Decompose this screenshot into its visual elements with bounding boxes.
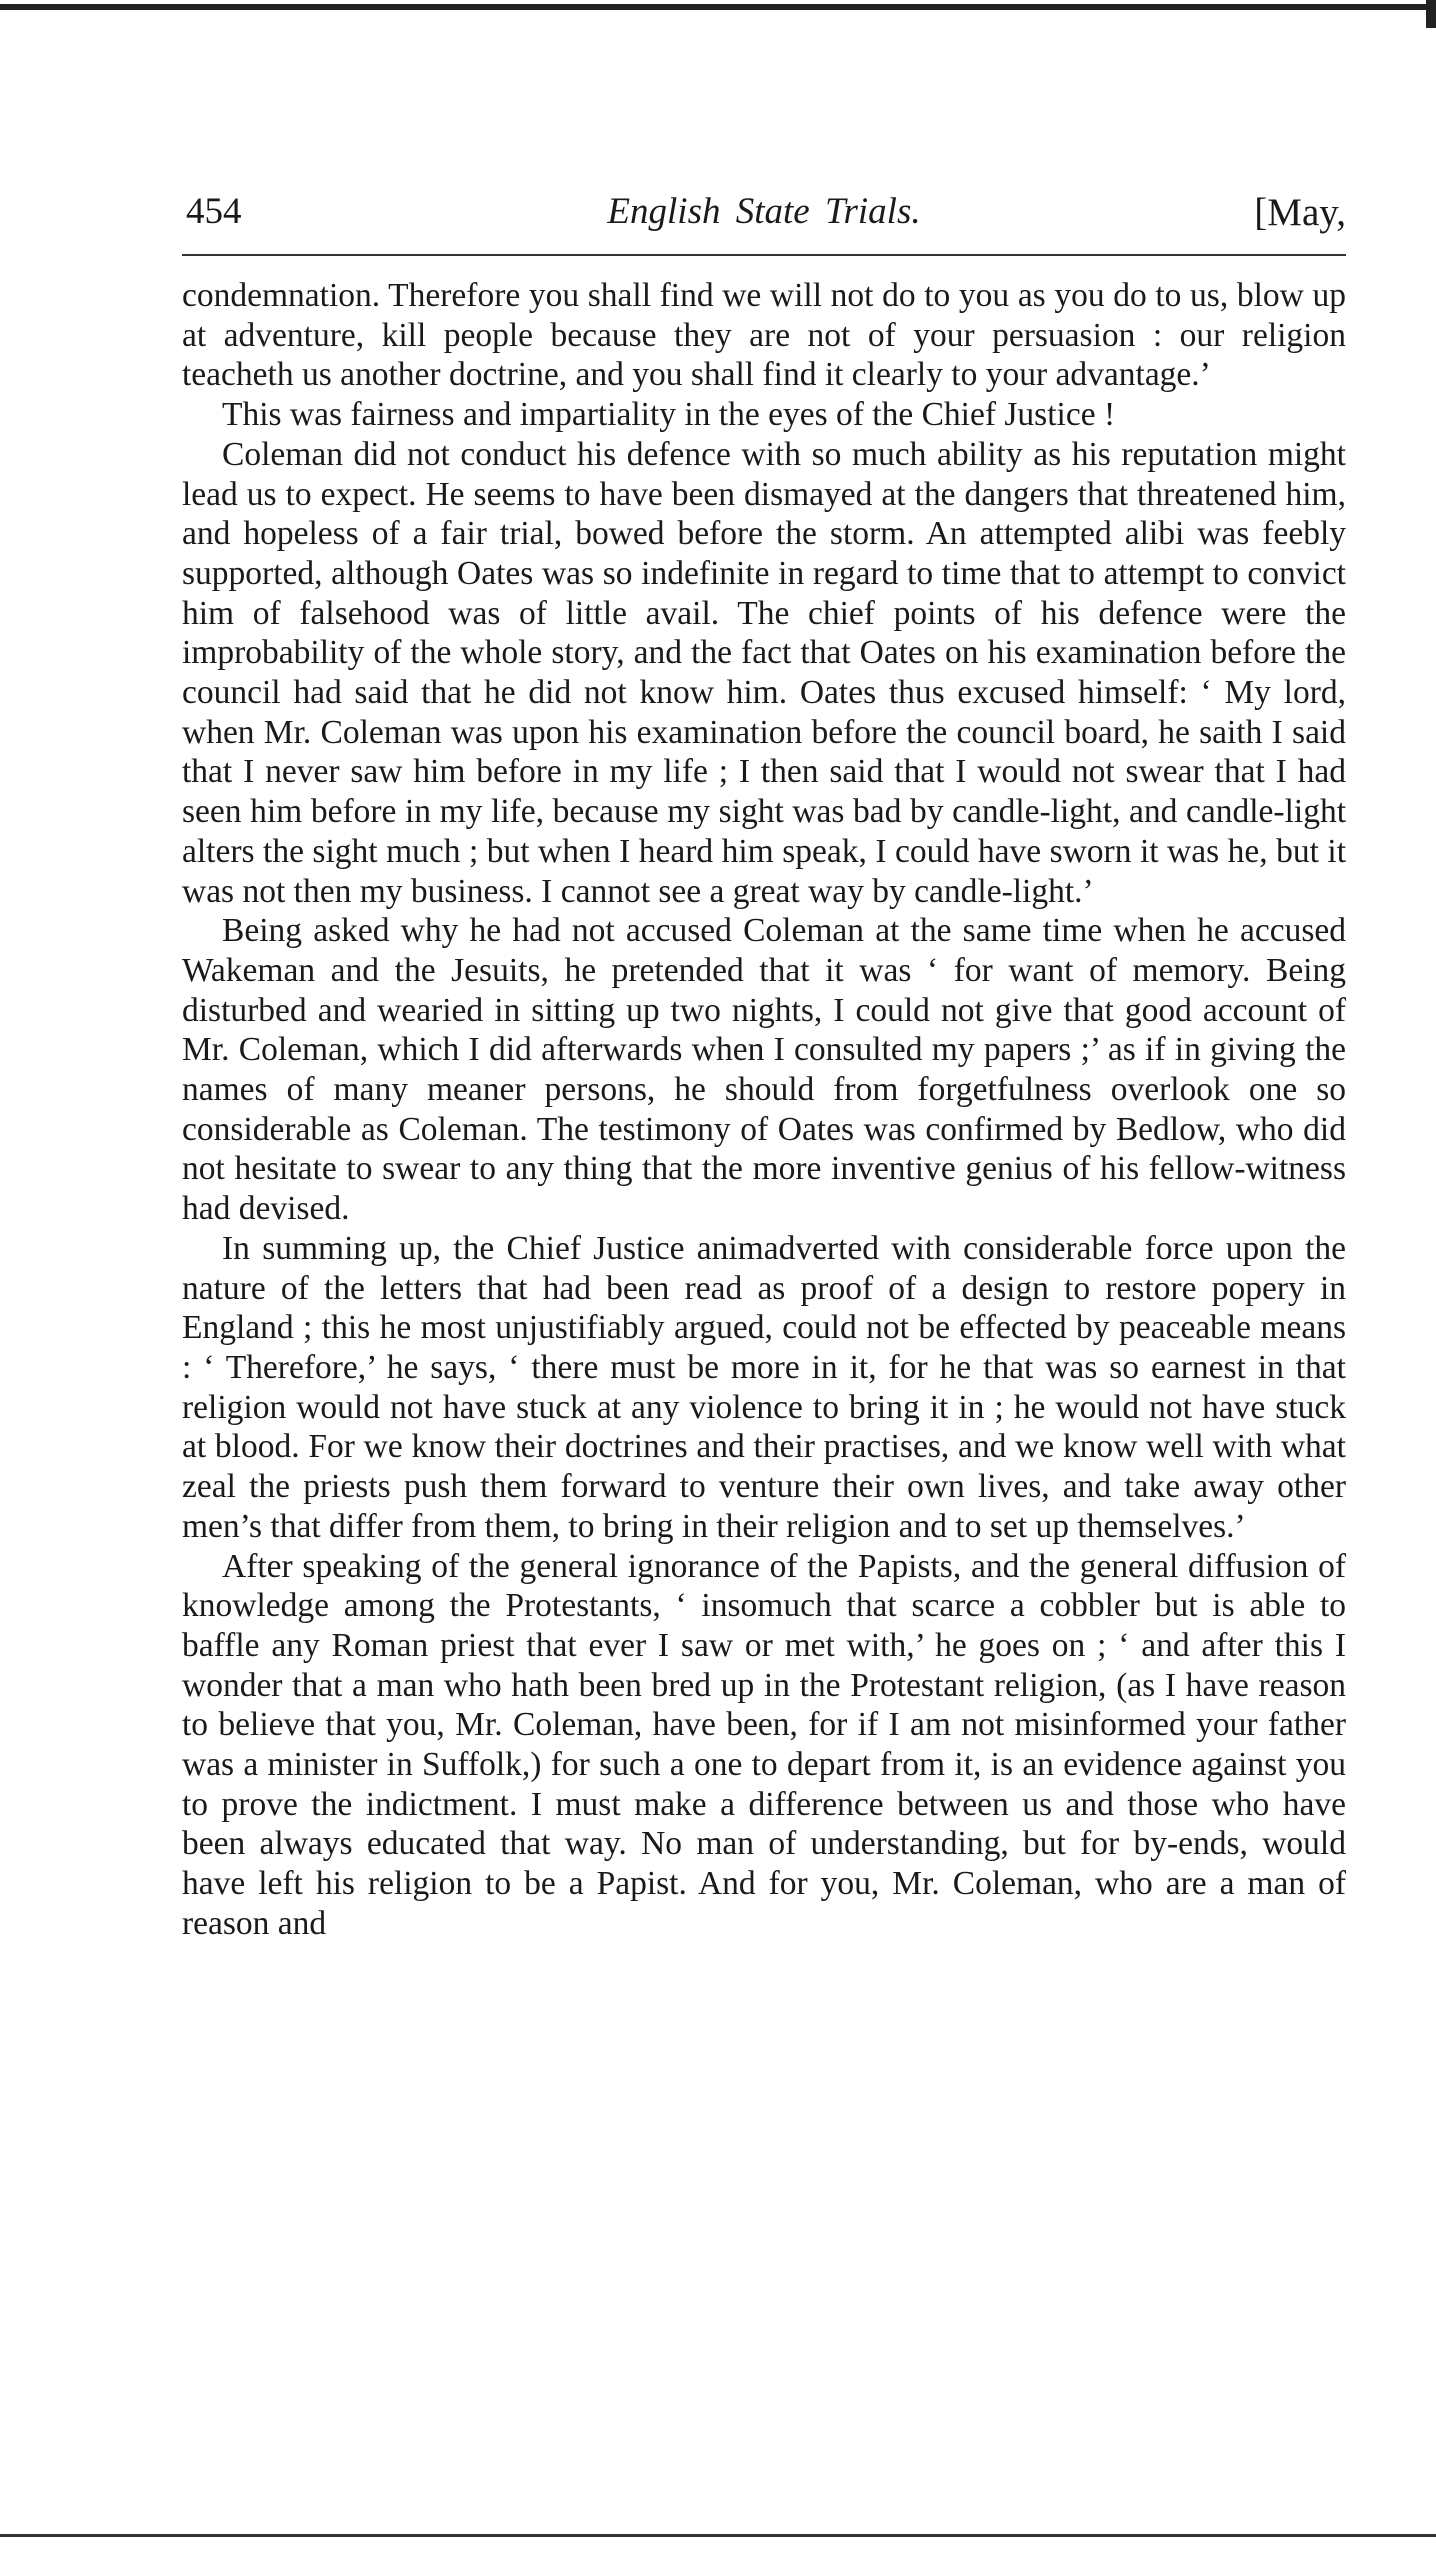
running-header bbox=[182, 180, 1346, 246]
top-corner-mark bbox=[1426, 0, 1436, 28]
header-rule bbox=[182, 254, 1346, 256]
bottom-page-edge bbox=[0, 2534, 1436, 2537]
top-page-edge bbox=[0, 4, 1436, 10]
body-text bbox=[182, 276, 1346, 1944]
book-page bbox=[182, 180, 1346, 1942]
running-title: English State Trials. bbox=[607, 191, 921, 232]
paragraph-continuation: condemnation. Therefore you shall find we will not do to you as you do to us, blow up at adventure, kill people because they are not of your persuasion : our religion teacheth us another doctrine, and you shall find it clearly to your advantage.’ bbox=[182, 277, 1346, 394]
paragraph: After speaking of the general ignorance of the Papists, and the general diffusion of knowledge among the Protestants, ‘ insomuch that scarce a cobbler but is able to baffle any Roman priest that ever I saw or met with,’ he goes on ; ‘ and after this I wonder that a man who hath been bred up in the Protestant religion, (as I have reason to believe that you, Mr. Coleman, have been, for if I am not misinformed your father was a minister in Suffolk,) for such a one to depart from it, is an evidence against you to prove the indictment. I must make a difference between us and those who have been always educated that way. No man of understanding, but for by-ends, would have left his religion to be a Papist. And for you, Mr. Coleman, who are a man of reason and bbox=[182, 1547, 1346, 1942]
paragraph: In summing up, the Chief Justice animadverted with considerable force upon the nature of the letters that had been read as proof of a design to restore popery in England ; this he most unjustifiably argued, could not be effected by peaceable means : ‘ Therefore,’ he says, ‘ there must be more in it, for he that was so earnest in that religion would not have stuck at any violence to bring it in ; he would not have stuck at blood. For we know their doctrines and their practises, and we know well with what zeal the priests push them forward to venture their own lives, and take away other men’s that differ from them, to bring in their religion and to set up themselves.’ bbox=[182, 1229, 1346, 1545]
date-mark: [May, bbox=[1254, 191, 1346, 234]
paragraph: Being asked why he had not accused Coleman at the same time when he accused Wakeman and the Jesuits, he pretended that it was ‘ for want of memory. Being disturbed and wearied in sitting up two nights, I could not give that good account of Mr. Coleman, which I did afterwards when I consulted my papers ;’ as if in giving the names of many meaner persons, he should from forgetfulness overlook one so considerable as Coleman. The testimony of Oates was confirmed by Bedlow, who did not hesitate to swear to any thing that the more inventive genius of his fellow-witness had devised. bbox=[182, 912, 1346, 1228]
paragraph: This was fairness and impartiality in the eyes of the Chief Justice ! bbox=[222, 396, 1116, 434]
page-number: 454 bbox=[186, 191, 242, 232]
paragraph: Coleman did not conduct his defence with so much ability as his reputation might lead us to expect. He seems to have been dismayed at the dangers that threatened him, and hopeless of a fair trial, bowed before the storm. An attempted alibi was feebly supported, although Oates was so indefinite in regard to time that to attempt to convict him of falsehood was of little avail. The chief points of his defence were the improbability of the whole story, and the fact that Oates on his examination before the council had said that he did not know him. Oates thus excused himself: ‘ My lord, when Mr. Coleman was upon his examination before the council board, he saith I said that I never saw him before in my life ; I then said that I would not swear that I had seen him before in my life, because my sight was bad by candle-light, and candle-light alters the sight much ; but when I heard him speak, I could have sworn it was he, but it was not then my business. I cannot see a great way by candle-light.’ bbox=[182, 435, 1346, 910]
